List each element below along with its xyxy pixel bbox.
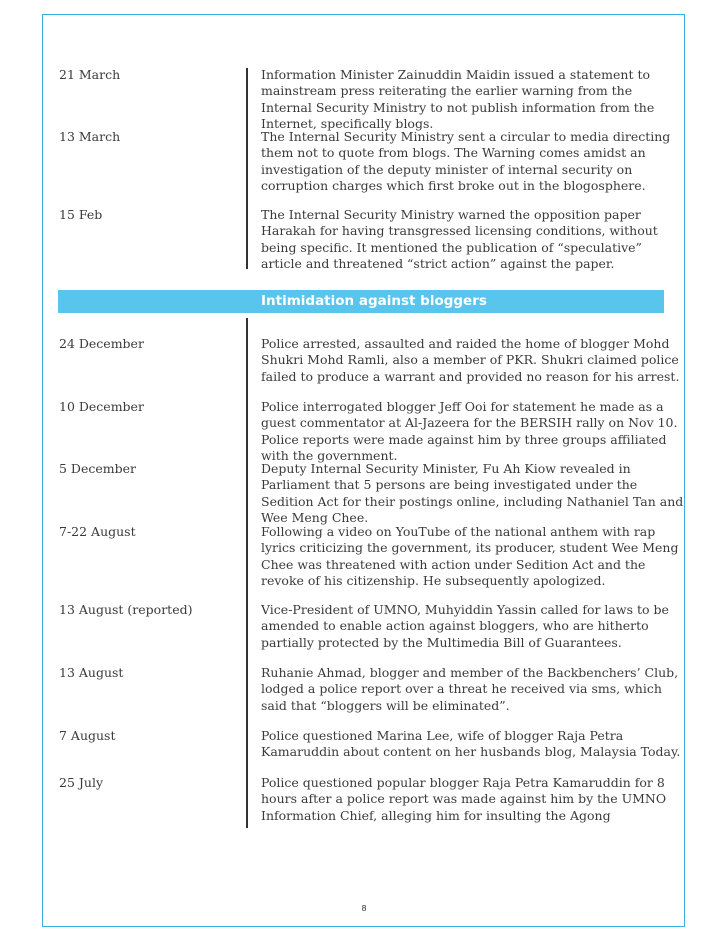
section-banner <box>58 290 664 313</box>
entry-date: 7-22 August <box>59 524 136 539</box>
entry-date: 7 August <box>59 728 116 743</box>
page-number: 8 <box>361 904 367 913</box>
timeline-divider-top <box>246 68 248 269</box>
entry-text: Deputy Internal Security Minister, Fu Ah Kiow revealed in Parliament that 5 persons are being investigated under the Sedition Act for their postings online, including Nathaniel Tan and Wee Meng Chee. <box>261 461 684 526</box>
entry-text: Following a video on YouTube of the national anthem with rap lyrics criticizing the government, its producer, student Wee Meng Chee was threatened with action under Sedition Act and the revoke of his citizenship. He subsequently apologized. <box>261 524 679 589</box>
entry-text: Ruhanie Ahmad, blogger and member of the Backbenchers’ Club, lodged a police report over a threat he received via sms, which said that “bloggers will be eliminated”. <box>261 665 679 713</box>
entry-text: Information Minister Zainuddin Maidin issued a statement to mainstream press reiterating the earlier warning from the Internal Security Ministry to not publish information from the Internet, specifically blogs. <box>261 67 655 132</box>
timeline-divider-bottom <box>246 318 248 828</box>
entry-text: Police interrogated blogger Jeff Ooi for statement he made as a guest commentator at Al-Jazeera for the BERSIH rally on Nov 10. Police reports were made against him by three groups affiliated with the government. <box>261 399 678 464</box>
entry-date: 5 December <box>59 461 136 476</box>
entry-date: 24 December <box>59 336 144 351</box>
entry-date: 21 March <box>59 67 121 82</box>
entry-text: Police arrested, assaulted and raided the home of blogger Mohd Shukri Mohd Ramli, also a member of PKR. Shukri claimed police failed to produce a warrant and provided no reason for his arrest. <box>261 336 680 384</box>
entry-text: The Internal Security Ministry sent a circular to media directing them not to quote from blogs. The Warning comes amidst an investigation of the deputy minister of internal security on corruption charges which first broke out in the blogosphere. <box>261 129 671 194</box>
entry-date: 10 December <box>59 399 144 414</box>
entry-text: Police questioned Marina Lee, wife of blogger Raja Petra Kamaruddin about content on her husbands blog, Malaysia Today. <box>261 728 681 760</box>
section-heading: Intimidation against bloggers <box>261 293 487 309</box>
entry-date: 13 March <box>59 129 121 144</box>
entry-text: Police questioned popular blogger Raja Petra Kamaruddin for 8 hours after a police report was made against him by the UMNO Information Chief, alleging him for insulting the Agong <box>261 775 667 823</box>
entry-date: 25 July <box>59 775 104 790</box>
entry-date: 13 August (reported) <box>59 602 193 617</box>
entry-date: 13 August <box>59 665 124 680</box>
entry-text: Vice-President of UMNO, Muhyiddin Yassin called for laws to be amended to enable action against bloggers, who are hitherto partially protected by the Multimedia Bill of Guarantees. <box>261 602 669 650</box>
entry-text: The Internal Security Ministry warned the opposition paper Harakah for having transgressed licensing conditions, without being specific. It mentioned the publication of “speculative” article and threatened “strict action” against the paper. <box>261 207 658 272</box>
entry-date: 15 Feb <box>59 207 103 222</box>
